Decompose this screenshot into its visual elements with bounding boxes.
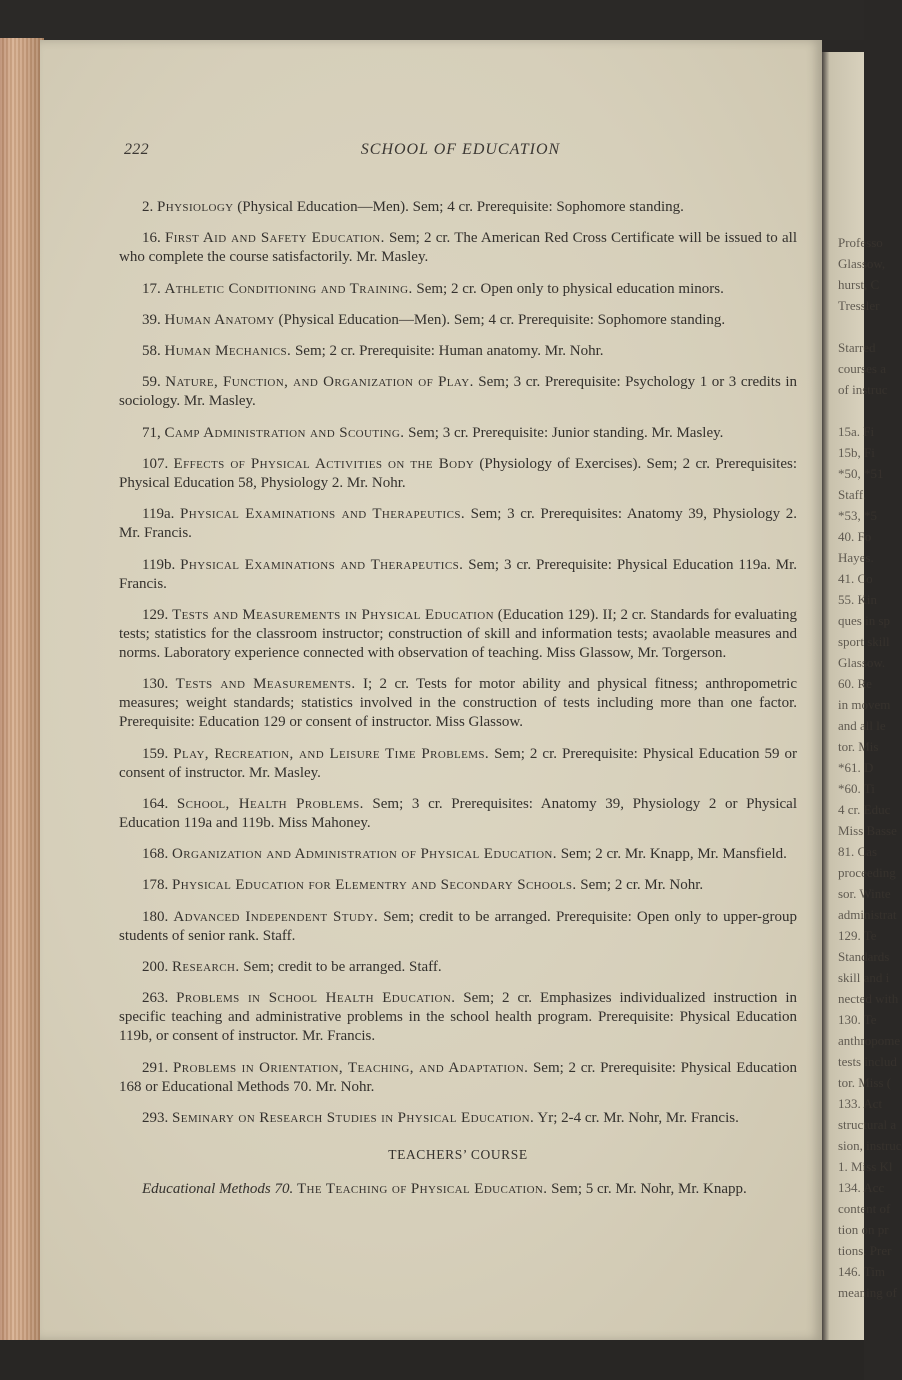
course-number: 107.	[142, 456, 169, 473]
course-entry	[119, 876, 797, 895]
course-entry	[119, 606, 797, 663]
adjacent-page-line: ques in sp	[838, 613, 890, 628]
course-entry	[119, 745, 797, 783]
course-details: Sem; 3 cr. Prerequisites: Anatomy 39, Physiology 2. Mr. Francis.	[119, 506, 798, 542]
course-details: Sem; 2 cr. Mr. Nohr.	[576, 877, 704, 894]
course-details: Sem; 3 cr. Prerequisite: Psychology 1 or 3 credits in sociology. Mr. Masley.	[119, 374, 798, 410]
adjacent-page-line: 1. Miss Kl	[838, 1159, 893, 1174]
adjacent-page-strip	[822, 52, 902, 1342]
adjacent-page-line: and all le	[838, 718, 886, 733]
course-entry	[119, 1109, 797, 1128]
teachers-course-entry	[119, 1180, 797, 1199]
course-title: Play, Recreation, and Leisure Time Problems.	[173, 745, 490, 762]
course-entry	[119, 342, 797, 361]
course-details: Sem; 2 cr. The American Red Cross Certificate will be issued to all who complete the course satisfactorily. Mr. Masley.	[119, 230, 798, 266]
course-details: I; 2 cr. Tests for motor ability and physical fitness; anthropometric measures; weight standards; statistics involved in the construction of tests including more than one factor. Prerequisite: Education 129 or consent of instructor. Miss Glassow.	[119, 676, 797, 731]
adjacent-page-line: meaning of	[838, 1285, 897, 1300]
adjacent-page-line: Staff.	[838, 487, 867, 502]
adjacent-page-line: Starred	[838, 340, 876, 355]
course-entry	[119, 311, 797, 330]
page-header	[124, 141, 797, 165]
adjacent-page-line: sport skill	[838, 634, 890, 649]
adjacent-page-line: tor. Mis	[838, 739, 879, 754]
course-number: 71,	[142, 424, 161, 441]
course-title: Problems in School Health Education.	[176, 990, 456, 1007]
adjacent-page-line: *61. D	[838, 760, 874, 775]
course-entry	[119, 795, 797, 833]
adjacent-page-line: tions. Prer	[838, 1243, 892, 1258]
course-number: 164.	[142, 795, 169, 812]
scan-bottom-margin	[0, 1340, 864, 1380]
course-number: 17.	[142, 280, 161, 297]
course-number: 129.	[142, 606, 169, 623]
adjacent-page-line: proceeding	[838, 865, 896, 880]
course-details: (Physical Education—Men). Sem; 4 cr. Prerequisite: Sophomore standing.	[233, 199, 684, 215]
adjacent-page-line	[838, 316, 878, 337]
adjacent-page-line: hurst, C	[838, 277, 880, 292]
course-number: 200.	[142, 959, 169, 976]
course-number: 119b.	[142, 556, 176, 573]
course-details: Yr; 2-4 cr. Mr. Nohr, Mr. Francis.	[534, 1109, 739, 1126]
course-entry	[119, 373, 797, 411]
adjacent-page-line: Miss Basse	[838, 823, 897, 838]
adjacent-page-line: *50, *51	[838, 466, 884, 481]
adjacent-page-line: 15a. Fi	[838, 424, 875, 439]
course-entry	[119, 908, 797, 946]
course-title: Physical Education for Elementry and Secondary Schools.	[172, 877, 577, 894]
adjacent-page-line: tests includ	[838, 1054, 897, 1069]
adjacent-page-line: *60. Ti	[838, 781, 875, 796]
course-title: Athletic Conditioning and Training.	[164, 280, 413, 297]
course-details: Sem; 2 cr. Prerequisite: Physical Education 168 or Educational Methods 70. Mr. Nohr.	[119, 1059, 798, 1095]
course-details: Sem; 2 cr. Emphasizes individualized instruction in specific teaching and administrative problems in the school health program. Prerequisite: Physical Education 119b, or consent of instructor. Mr. Francis.	[119, 990, 797, 1045]
course-details: (Education 129). II; 2 cr. Standards for evaluating tests; statistics for the classroom instructor; construction of skill and information tests; avaolable measures and norms. Laboratory experience connected with observation of teaching. Miss Glassow, Mr. Torgerson.	[119, 606, 798, 661]
course-details: Sem; 5 cr. Mr. Nohr, Mr. Knapp.	[547, 1180, 747, 1197]
course-number: 180.	[142, 908, 169, 925]
course-entries	[119, 198, 797, 1128]
course-title: Seminary on Research Studies in Physical Education.	[172, 1109, 535, 1126]
adjacent-page-line: sor. Winte	[838, 886, 891, 901]
course-number: 58.	[142, 343, 161, 360]
adjacent-page-line: 60. Re	[838, 676, 872, 691]
adjacent-page-line	[838, 400, 878, 421]
adjacent-page-line: Glassow,	[838, 256, 886, 271]
course-title: Advanced Independent Study.	[173, 908, 379, 925]
course-details: Sem; 3 cr. Prerequisite: Junior standing. Mr. Masley.	[404, 424, 724, 441]
course-number: 119a.	[142, 506, 175, 523]
course-title: Problems in Orientation, Teaching, and Adaptation.	[173, 1059, 529, 1076]
adjacent-page-line: 41. Co	[838, 571, 873, 586]
course-number: 159.	[142, 745, 169, 762]
course-entry	[119, 198, 797, 217]
course-entry	[119, 455, 797, 493]
course-title: First Aid and Safety Education.	[164, 230, 385, 247]
course-entry	[119, 424, 797, 443]
adjacent-page-line: nected with	[838, 991, 899, 1006]
course-entry	[119, 989, 797, 1046]
course-title: Tests and Measurements.	[175, 676, 356, 693]
course-details: Sem; credit to be arranged. Prerequisite: Open only to upper-group students of senior rank. Staff.	[119, 908, 798, 944]
adjacent-page-line: *53, *5	[838, 508, 877, 523]
adjacent-page-line: 55. Kin	[838, 592, 877, 607]
adjacent-page-line: Professo	[838, 235, 883, 250]
course-title: Organization and Administration of Physical Education.	[172, 846, 557, 863]
course-entry	[119, 958, 797, 977]
course-number: 59.	[142, 374, 161, 391]
course-entry	[119, 1059, 797, 1097]
adjacent-page-line: 134. Acc	[838, 1180, 885, 1195]
adjacent-page-line: Hayes.	[838, 550, 874, 565]
course-details: (Physiology of Exercises). Sem; 2 cr. Prerequisites: Physical Education 58, Physiology 2. Mr. Nohr.	[119, 456, 797, 492]
course-number: 293.	[142, 1109, 169, 1126]
adjacent-page-line: Standards	[838, 949, 890, 964]
course-number: 130.	[142, 676, 169, 693]
course-title: Effects of Physical Activities on the Body	[173, 456, 475, 473]
adjacent-page-line: 81. Cas	[838, 844, 877, 859]
course-title: The Teaching of Physical Education.	[296, 1180, 548, 1197]
adjacent-page-line: content of	[838, 1201, 891, 1216]
adjacent-page-line: administrat	[838, 907, 897, 922]
adjacent-page-line: Glassow.	[838, 655, 886, 670]
course-entry	[119, 675, 797, 732]
course-number: 263.	[142, 990, 169, 1007]
course-details: Sem; 2 cr. Prerequisite: Human anatomy. Mr. Nohr.	[291, 343, 604, 360]
course-entry	[119, 845, 797, 864]
course-details: Sem; 2 cr. Open only to physical education minors.	[412, 280, 724, 297]
adjacent-page-line: 129. Te	[838, 928, 877, 943]
course-title: Human Anatomy	[164, 311, 275, 328]
adjacent-page-text	[838, 232, 902, 1303]
course-title: School, Health Problems.	[176, 795, 364, 812]
adjacent-page-line: Tressler	[838, 298, 880, 313]
page-number: 222	[124, 141, 149, 158]
course-title: Physical Examinations and Therapeutics.	[180, 556, 464, 573]
adjacent-page-line: skill and i	[838, 970, 890, 985]
adjacent-page-line: in movem	[838, 697, 891, 712]
adjacent-page-line: anthropome	[838, 1033, 901, 1048]
course-details: Sem; 3 cr. Prerequisites: Anatomy 39, Physiology 2 or Physical Education 119a and 119b. Miss Mahoney.	[119, 795, 798, 831]
course-title: Nature, Function, and Organization of Play.	[165, 374, 474, 391]
course-number: 2.	[142, 199, 154, 215]
course-number: 168.	[142, 846, 169, 863]
course-details: Sem; 2 cr. Mr. Knapp, Mr. Mansfield.	[556, 846, 787, 863]
section-heading-teachers-course: TEACHERS’ COURSE	[388, 1146, 528, 1162]
course-entry	[119, 229, 797, 267]
course-title: Physical Examinations and Therapeutics.	[179, 506, 466, 523]
adjacent-page-line: 15b, Fi	[838, 445, 875, 460]
course-title: Human Mechanics.	[164, 343, 292, 360]
course-reference: Educational Methods 70.	[142, 1180, 294, 1197]
course-entry	[119, 505, 797, 543]
course-title: Physiology	[157, 199, 234, 215]
course-title: Research.	[172, 959, 240, 976]
course-number: 16.	[142, 230, 161, 247]
adjacent-page-line: 146. Tim	[838, 1264, 885, 1279]
adjacent-page-line: structural a	[838, 1117, 897, 1132]
course-details: Sem; credit to be arranged. Staff.	[239, 959, 442, 976]
course-number: 178.	[142, 877, 169, 894]
adjacent-page-line: 130. Te	[838, 1012, 877, 1027]
running-title: SCHOOL OF EDUCATION	[360, 141, 561, 158]
book-page-edges	[0, 38, 44, 1348]
course-title: Tests and Measurements in Physical Education	[172, 606, 494, 623]
course-details: Sem; 2 cr. Prerequisite: Physical Education 59 or consent of instructor. Mr. Masley.	[119, 745, 797, 781]
course-entry	[119, 556, 797, 594]
course-title: Camp Administration and Scouting.	[164, 424, 405, 441]
course-details: Sem; 3 cr. Prerequisite: Physical Education 119a. Mr. Francis.	[119, 556, 797, 592]
adjacent-page-line: of instruc	[838, 382, 888, 397]
adjacent-page-line: courses a	[838, 361, 887, 376]
adjacent-page-line: 133. Act	[838, 1096, 883, 1111]
adjacent-page-line: sion, instruc	[838, 1138, 902, 1153]
adjacent-page-line: 40. Fo	[838, 529, 872, 544]
adjacent-page-line: tion on pr	[838, 1222, 889, 1237]
course-number: 291.	[142, 1059, 169, 1076]
course-details: (Physical Education—Men). Sem; 4 cr. Prerequisite: Sophomore standing.	[274, 311, 726, 328]
adjacent-page-line: 4 cr. Educ	[838, 802, 891, 817]
course-entry	[119, 280, 797, 299]
adjacent-page-line: tor. Miss (	[838, 1075, 892, 1090]
course-number: 39.	[142, 311, 161, 328]
course-listing	[119, 198, 797, 1211]
